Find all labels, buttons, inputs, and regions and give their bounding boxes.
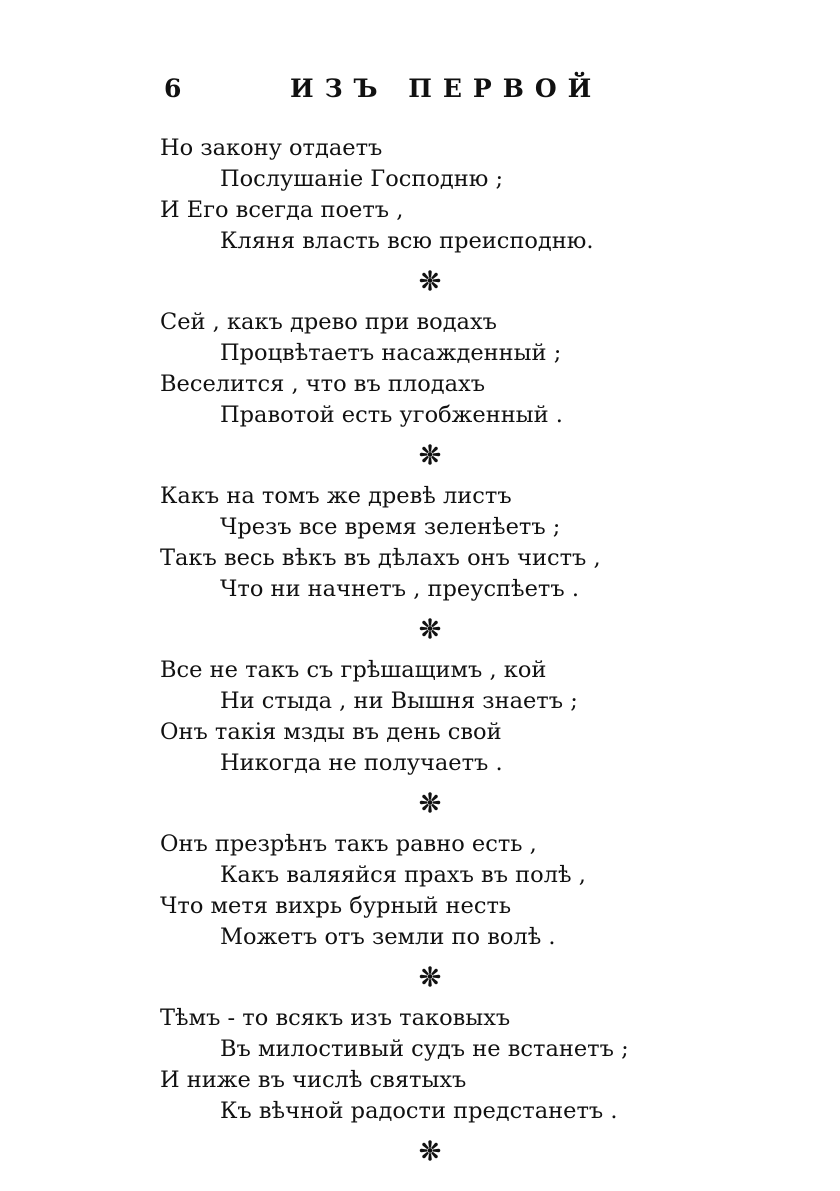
verse-line: Онъ презрѣнъ такъ равно есть , [160,831,537,857]
verse-line: Къ вѣчной радости предстанетъ . [220,1098,618,1124]
verse-line: Тѣмъ - то всякъ изъ таковыхъ [160,1005,511,1031]
page-number: 6 [164,74,182,103]
verse-line: Веселится , что въ плодахъ [160,371,486,397]
stanza-3 [160,481,680,605]
stanza-ornament-icon: ❊ [419,789,441,819]
verse-line: Можетъ отъ земли по волѣ . [220,924,556,950]
verse-line: Ни стыда , ни Вышня знаетъ ; [220,688,578,714]
verse-line: Послушаніе Господню ; [220,166,504,192]
verse-line: Чрезъ все время зеленѣетъ ; [220,514,561,540]
verse-line: Никогда не получаетъ . [220,750,503,776]
verse-line: И ниже въ числѣ святыхъ [160,1067,467,1093]
running-head: ИЗЪ ПЕРВОЙ [290,74,603,103]
verse-line: Что ни начнетъ , преуспѣетъ . [220,576,580,602]
verse-line: Правотой есть угобженный . [220,402,563,428]
verse-line: Въ милостивый судъ не встанетъ ; [220,1036,629,1062]
verse-line: Кляня власть всю преисподню. [220,228,594,254]
page-header [164,74,604,110]
verse-line: Какъ валяяйся прахъ въ полѣ , [220,862,586,888]
stanza-4 [160,655,680,779]
stanza-1 [160,133,680,257]
stanza-5 [160,829,680,953]
verse-line: Такъ весь вѣкъ въ дѣлахъ онъ чистъ , [160,545,601,571]
verse-line: Но закону отдаетъ [160,135,383,161]
verse-line: И Его всегда поетъ , [160,197,404,223]
verse-line: Какъ на томъ же древѣ листъ [160,483,512,509]
stanza-ornament-icon: ❊ [419,267,441,297]
verse-line: Что метя вихрь бурный несть [160,893,512,919]
stanza-ornament-icon: ❊ [419,1137,441,1167]
stanza-ornament-icon: ❊ [419,615,441,645]
stanza-2 [160,307,680,431]
verse-line: Все не такъ съ грѣшащимъ , кой [160,657,547,683]
stanza-6 [160,1003,680,1127]
poem [160,133,680,1177]
verse-line: Онъ такія мзды въ день свой [160,719,502,745]
stanza-ornament-icon: ❊ [419,441,441,471]
stanza-ornament-icon: ❊ [419,963,441,993]
verse-line: Сей , какъ древо при водахъ [160,309,497,335]
verse-line: Процвѣтаетъ насажденный ; [220,340,562,366]
